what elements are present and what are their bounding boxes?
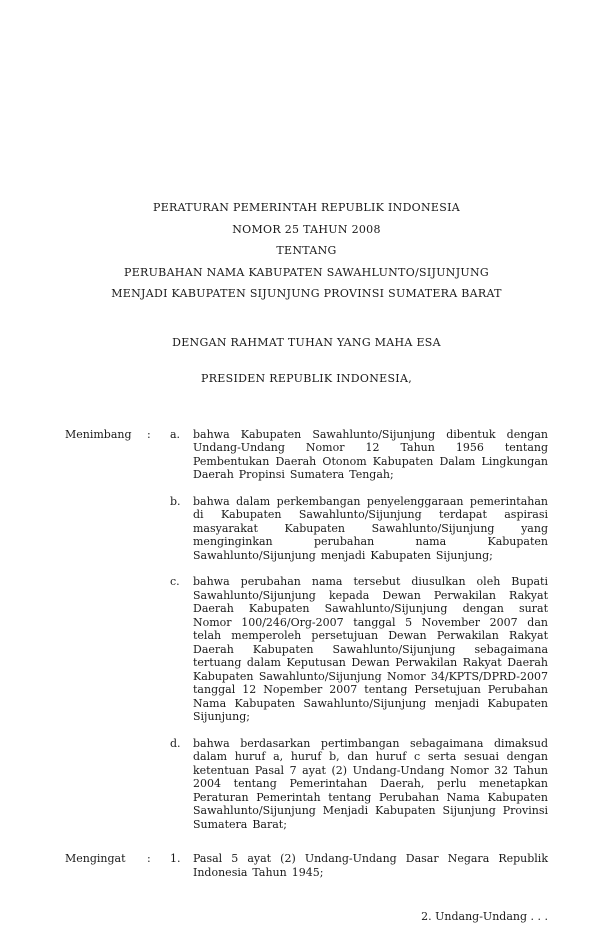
menimbang-item-b [170,495,548,563]
item-marker: d. [170,736,181,750]
document-header [65,197,548,390]
document-title-line-4: PERUBAHAN NAMA KABUPATEN SAWAHLUNTO/SIJUNJUNG [124,265,489,279]
menimbang-items [170,428,548,832]
item-text: bahwa dalam perkembangan penyelenggaraan pemerintahan di Kabupaten Sawahlunto/Sijunjung terdapat aspirasi masyarakat Kabupaten Sawahlunto/Sijunjung yang menginginkan perubahan nama Kabupaten Sawahlunto/Sijunjung menjadi Kabupaten Sijunjung; [193,494,548,562]
mengingat-label: Mengingat [65,852,126,865]
item-text: Pasal 5 ayat (2) Undang-Undang Dasar Negara Republik Indonesia Tahun 1945; [193,852,548,879]
invocation-line: DENGAN RAHMAT TUHAN YANG MAHA ESA [172,335,441,349]
mengingat-items [170,852,548,879]
document-title-line-1: PERATURAN PEMERINTAH REPUBLIK INDONESIA [153,201,460,214]
item-marker: c. [170,575,180,588]
document-title-line-3: TENTANG [276,244,337,257]
document-title-line-5: MENJADI KABUPATEN SIJUNJUNG PROVINSI SUMATERA BARAT [111,287,502,300]
item-marker: b. [170,494,181,508]
mengingat-section [65,852,548,879]
mengingat-item-1 [170,852,548,879]
menimbang-colon: : [147,427,151,441]
page-catchword: 2. Undang-Undang . . . [421,910,548,923]
item-marker: a. [170,427,181,441]
menimbang-item-c [170,575,548,724]
menimbang-item-a [170,428,548,482]
document-title-line-2: NOMOR 25 TAHUN 2008 [232,222,381,236]
item-text: bahwa perubahan nama tersebut diusulkan oleh Bupati Sawahlunto/Sijunjung kepada Dewan Perwakilan Rakyat Daerah Kabupaten Sawahlunto/Sijunjung dengan surat Nomor 100/246/Org-2007 tanggal 5 November 2007 dan telah memperoleh persetujuan Dewan Perwakilan Rakyat Daerah Kabupaten Sawahlunto/Sijunjung sebagaimana tertuang dalam Keputusan Dewan Perwakilan Rakyat Daerah Kabupaten Sawahlunto/Sijunjung Nomor 34/KPTS/DPRD-2007 tanggal 12 Nopember 2007 tentang Persetujuan Perubahan Nama Kabupaten Sawahlunto/Sijunjung menjadi Kabupaten Sijunjung; [193,575,548,723]
authority-line: PRESIDEN REPUBLIK INDONESIA, [201,372,412,385]
item-marker: 1. [170,852,181,865]
menimbang-item-d [170,737,548,832]
mengingat-colon: : [147,852,151,865]
menimbang-label: Menimbang [65,427,132,441]
menimbang-section [65,428,548,832]
item-text: bahwa berdasarkan pertimbangan sebagaimana dimaksud dalam huruf a, huruf b, dan huruf c serta sesuai dengan ketentuan Pasal 7 ayat (2) Undang-Undang Nomor 32 Tahun 2004 tentang Pemerintahan Daerah, perlu menetapkan Peraturan Pemerintah tentang Perubahan Nama Kabupaten Sawahlunto/Sijunjung Menjadi Kabupaten Sijunjung Provinsi Sumatera Barat; [193,736,548,831]
item-text: bahwa Kabupaten Sawahlunto/Sijunjung dibentuk dengan Undang-Undang Nomor 12 Tahun 1956 tentang Pembentukan Daerah Otonom Kabupaten Dalam Lingkungan Daerah Propinsi Sumatera Tengah; [193,427,548,481]
